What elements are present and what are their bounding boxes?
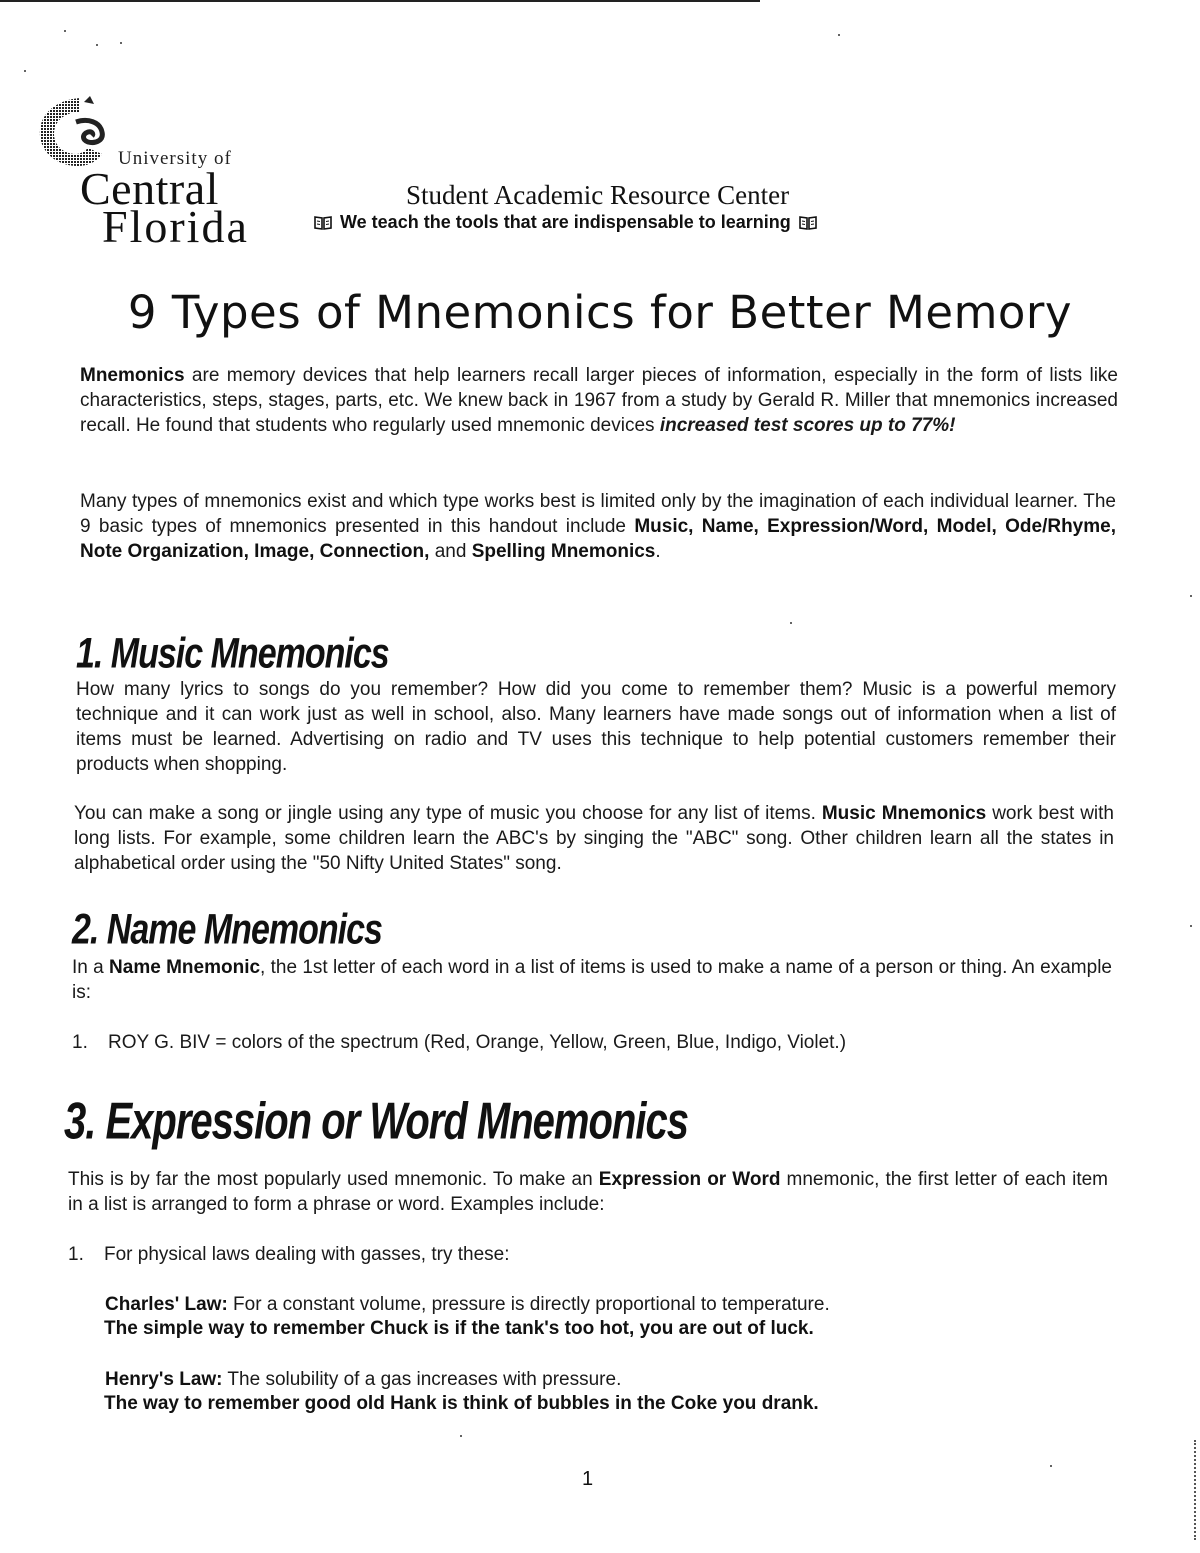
name-term: Name Mnemonic: [109, 957, 261, 978]
logo-florida: Florida: [102, 201, 249, 252]
scan-speck: [64, 30, 66, 32]
tagline-text: We teach the tools that are indispensable to learning: [340, 212, 791, 232]
page-title: 9 Types of Mnemonics for Better Memory: [127, 286, 1073, 339]
open-book-icon: [799, 215, 817, 230]
scan-speck: [790, 622, 792, 624]
scan-edge-marks: [1192, 1440, 1196, 1540]
expression-text-a: This is by far the most popularly used mnemonic. To make an: [68, 1169, 599, 1190]
scan-speck: [460, 1435, 462, 1437]
intro-and: and: [429, 541, 472, 562]
section-heading-music: 1. Music Mnemonics: [76, 630, 389, 678]
law-name: Charles' Law:: [105, 1294, 228, 1315]
ucf-logo: [32, 92, 292, 252]
open-book-icon: [314, 215, 332, 230]
law-definition: [105, 1292, 830, 1317]
law-definition: [105, 1367, 621, 1392]
music-text-b: work best with long lists. For example, some children learn the ABC's by singing the "ABC" song. Other children learn all the states in alphabetical order using the "50 Nifty United States" song.: [74, 803, 1115, 874]
music-text-a: You can make a song or jingle using any type of music you choose for any list of items.: [74, 803, 822, 824]
music-paragraph-1: How many lyrics to songs do you remember? How did you come to remember them? Music is a powerful memory technique and it can work just as well in school, also. Many learners have made songs out of information when a list of items must be learned. Advertising on radio and TV uses this technique to help potential customers remember their products when shopping.: [76, 679, 1116, 775]
list-item: [68, 1242, 1068, 1268]
section-heading-expression: 3. Expression or Word Mnemonics: [64, 1093, 688, 1151]
list-number: 1.: [68, 1244, 84, 1265]
scan-speck: [24, 70, 26, 72]
name-paragraph: [72, 955, 1112, 1005]
intro-emphasis: increased test scores up to 77%!: [659, 415, 956, 436]
intro-period: .: [655, 541, 661, 562]
intro-text-2: Many types of mnemonics exist and which type works best is limited only by the imagination of each individual learner. The 9 basic types of mnemonics presented in this handout include: [80, 491, 1116, 537]
scan-speck: [1190, 925, 1192, 927]
list-text: For physical laws dealing with gasses, try these:: [104, 1244, 510, 1265]
law-text: The solubility of a gas increases with pressure.: [222, 1369, 622, 1390]
scan-top-border: [0, 0, 760, 2]
law-mnemonic: The simple way to remember Chuck is if the tank's too hot, you are out of luck.: [104, 1318, 814, 1339]
list-number: 1.: [72, 1032, 88, 1053]
name-text-b: , the 1st letter of each word in a list of items is used to make a name of a person or thing. An example is:: [72, 957, 1112, 1003]
list-item: [72, 1030, 1072, 1056]
scan-speck: [838, 34, 840, 36]
list-text: ROY G. BIV = colors of the spectrum (Red, Orange, Yellow, Green, Blue, Indigo, Violet.): [108, 1032, 847, 1053]
music-term: Music Mnemonics: [821, 803, 987, 824]
section-heading-name: 2. Name Mnemonics: [72, 906, 382, 954]
page-number: 1: [582, 1468, 594, 1490]
center-name: Student Academic Resource Center: [406, 180, 790, 210]
law-name: Henry's Law:: [105, 1369, 223, 1390]
intro-paragraph-2: [80, 489, 1116, 564]
intro-term: Mnemonics: [80, 365, 185, 386]
scan-speck: [1050, 1465, 1052, 1467]
tagline: [314, 212, 817, 233]
scan-speck: [1190, 595, 1192, 597]
logo-university-of: University of: [118, 148, 232, 169]
expression-text-b: mnemonic, the first letter of each item in a list is arranged to form a phrase or word. Examples include:: [68, 1169, 1108, 1215]
mnemonic-types-list: Music, Name, Expression/Word, Model, Ode/Rhyme, Note Organization, Image, Connection,: [80, 516, 1116, 562]
intro-text: are memory devices that help learners recall larger pieces of information, especially in the form of lists like characteristics, steps, stages, parts, etc. We knew back in 1967 from a study by Gerald R. Miller that mnemonics increased recall. He found that students who regularly used mnemonic devices: [80, 365, 1118, 436]
music-paragraph-2: [74, 801, 1114, 876]
scan-speck: [96, 44, 98, 46]
expression-paragraph: [68, 1167, 1108, 1217]
law-text: For a constant volume, pressure is directly proportional to temperature.: [227, 1294, 830, 1315]
scan-speck: [120, 42, 122, 44]
name-text-a: In a: [72, 957, 110, 978]
expression-term: Expression or Word: [598, 1169, 781, 1190]
mnemonic-types-last: Spelling Mnemonics: [471, 541, 656, 562]
law-mnemonic: The way to remember good old Hank is think of bubbles in the Coke you drank.: [104, 1393, 819, 1414]
intro-paragraph-1: [80, 363, 1118, 438]
logo-central: Central: [80, 163, 219, 214]
